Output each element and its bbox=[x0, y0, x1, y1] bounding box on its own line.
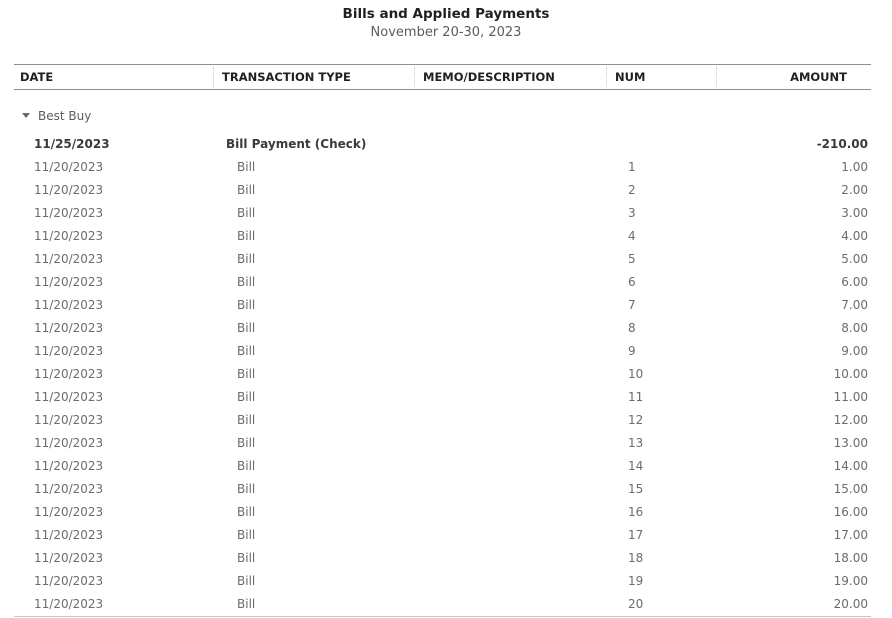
column-header-memo[interactable]: MEMO/DESCRIPTION bbox=[423, 70, 555, 84]
table-row[interactable] bbox=[14, 455, 871, 478]
cell-num: 3 bbox=[628, 206, 636, 220]
cell-transaction-type[interactable]: Bill bbox=[237, 413, 256, 427]
table-row[interactable] bbox=[14, 248, 871, 271]
report-title: Bills and Applied Payments bbox=[342, 6, 550, 22]
column-header-num[interactable]: NUM bbox=[615, 70, 646, 84]
cell-transaction-type[interactable]: Bill bbox=[237, 160, 256, 174]
cell-date: 11/20/2023 bbox=[34, 183, 104, 197]
cell-date: 11/20/2023 bbox=[34, 206, 104, 220]
cell-date: 11/20/2023 bbox=[34, 528, 104, 542]
cell-transaction-type[interactable]: Bill bbox=[237, 298, 256, 312]
group-row-vendor[interactable] bbox=[14, 105, 871, 127]
cell-transaction-type[interactable]: Bill bbox=[237, 597, 256, 611]
cell-transaction-type[interactable]: Bill bbox=[237, 505, 256, 519]
cell-date: 11/20/2023 bbox=[34, 413, 104, 427]
cell-date: 11/20/2023 bbox=[34, 551, 104, 565]
cell-num: 1 bbox=[628, 160, 636, 174]
cell-date: 11/20/2023 bbox=[34, 597, 104, 611]
cell-num: 19 bbox=[628, 574, 644, 588]
cell-date: 11/20/2023 bbox=[34, 344, 104, 358]
cell-amount[interactable]: 18.00 bbox=[833, 551, 868, 565]
cell-num: 13 bbox=[628, 436, 644, 450]
cell-date: 11/20/2023 bbox=[34, 505, 104, 519]
cell-transaction-type[interactable]: Bill bbox=[237, 459, 256, 473]
cell-amount[interactable]: 2.00 bbox=[841, 183, 868, 197]
cell-amount[interactable]: 10.00 bbox=[833, 367, 868, 381]
cell-transaction-type[interactable]: Bill bbox=[237, 206, 256, 220]
cell-num: 2 bbox=[628, 183, 636, 197]
cell-amount[interactable]: 15.00 bbox=[833, 482, 868, 496]
cell-amount[interactable]: 16.00 bbox=[833, 505, 868, 519]
table-row[interactable] bbox=[14, 432, 871, 455]
cell-date: 11/20/2023 bbox=[34, 390, 104, 404]
cell-transaction-type[interactable]: Bill Payment (Check) bbox=[226, 137, 367, 151]
cell-num: 6 bbox=[628, 275, 636, 289]
cell-num: 9 bbox=[628, 344, 636, 358]
cell-amount[interactable]: 14.00 bbox=[833, 459, 868, 473]
table-row[interactable] bbox=[14, 478, 871, 501]
table-row[interactable] bbox=[14, 156, 871, 179]
column-header-amount[interactable]: AMOUNT bbox=[790, 70, 847, 84]
table-row[interactable] bbox=[14, 501, 871, 524]
cell-amount[interactable]: 1.00 bbox=[841, 160, 868, 174]
column-divider[interactable] bbox=[716, 67, 717, 87]
report-header bbox=[0, 5, 892, 42]
table-row[interactable] bbox=[14, 317, 871, 340]
report-table bbox=[14, 64, 871, 616]
cell-date: 11/20/2023 bbox=[34, 367, 104, 381]
column-header-transaction-type[interactable]: TRANSACTION TYPE bbox=[222, 70, 351, 84]
cell-num: 18 bbox=[628, 551, 644, 565]
cell-num: 7 bbox=[628, 298, 636, 312]
table-row[interactable] bbox=[14, 202, 871, 225]
cell-transaction-type[interactable]: Bill bbox=[237, 390, 256, 404]
cell-date: 11/20/2023 bbox=[34, 298, 104, 312]
vendor-name: Best Buy bbox=[38, 109, 92, 123]
cell-transaction-type[interactable]: Bill bbox=[237, 482, 256, 496]
cell-num: 11 bbox=[628, 390, 644, 404]
cell-date: 11/25/2023 bbox=[34, 137, 110, 151]
table-row[interactable] bbox=[14, 570, 871, 593]
cell-num: 16 bbox=[628, 505, 644, 519]
column-divider[interactable] bbox=[606, 67, 607, 87]
cell-date: 11/20/2023 bbox=[34, 459, 104, 473]
cell-date: 11/20/2023 bbox=[34, 229, 104, 243]
cell-amount[interactable]: 13.00 bbox=[833, 436, 868, 450]
table-row[interactable] bbox=[14, 179, 871, 202]
cell-transaction-type[interactable]: Bill bbox=[237, 275, 256, 289]
cell-amount[interactable]: 11.00 bbox=[833, 390, 868, 404]
table-row[interactable] bbox=[14, 225, 871, 248]
cell-num: 14 bbox=[628, 459, 644, 473]
cell-transaction-type[interactable]: Bill bbox=[237, 574, 256, 588]
cell-date: 11/20/2023 bbox=[34, 436, 104, 450]
cell-date: 11/20/2023 bbox=[34, 275, 104, 289]
cell-amount[interactable]: 8.00 bbox=[841, 321, 868, 335]
table-row[interactable] bbox=[14, 409, 871, 432]
table-row[interactable] bbox=[14, 363, 871, 386]
cell-transaction-type[interactable]: Bill bbox=[237, 551, 256, 565]
report-date-range: November 20-30, 2023 bbox=[370, 25, 522, 40]
cell-amount[interactable]: 3.00 bbox=[841, 206, 868, 220]
table-bottom-rule bbox=[14, 616, 871, 617]
table-row[interactable] bbox=[14, 547, 871, 570]
column-header-row bbox=[14, 64, 871, 90]
table-row[interactable] bbox=[14, 524, 871, 547]
cell-transaction-type[interactable]: Bill bbox=[237, 229, 256, 243]
cell-date: 11/20/2023 bbox=[34, 160, 104, 174]
cell-num: 20 bbox=[628, 597, 644, 611]
table-row-payment[interactable] bbox=[14, 133, 871, 156]
cell-transaction-type[interactable]: Bill bbox=[237, 252, 256, 266]
cell-amount[interactable]: 12.00 bbox=[833, 413, 868, 427]
cell-amount[interactable]: 6.00 bbox=[841, 275, 868, 289]
table-row[interactable] bbox=[14, 386, 871, 409]
cell-transaction-type[interactable]: Bill bbox=[237, 183, 256, 197]
cell-num: 17 bbox=[628, 528, 644, 542]
cell-amount[interactable]: 4.00 bbox=[841, 229, 868, 243]
cell-num: 15 bbox=[628, 482, 644, 496]
column-header-date[interactable]: DATE bbox=[20, 70, 54, 84]
caret-down-icon[interactable] bbox=[22, 113, 30, 118]
cell-num: 8 bbox=[628, 321, 636, 335]
cell-num: 12 bbox=[628, 413, 644, 427]
cell-amount[interactable]: 17.00 bbox=[833, 528, 868, 542]
cell-transaction-type[interactable]: Bill bbox=[237, 321, 256, 335]
cell-amount[interactable]: -210.00 bbox=[816, 137, 868, 151]
cell-amount[interactable]: 5.00 bbox=[841, 252, 868, 266]
cell-amount[interactable]: 7.00 bbox=[841, 298, 868, 312]
table-row[interactable] bbox=[14, 593, 871, 616]
column-divider[interactable] bbox=[414, 67, 415, 87]
table-row[interactable] bbox=[14, 294, 871, 317]
cell-transaction-type[interactable]: Bill bbox=[237, 528, 256, 542]
cell-date: 11/20/2023 bbox=[34, 482, 104, 496]
cell-num: 4 bbox=[628, 229, 636, 243]
transaction-rows bbox=[14, 133, 871, 616]
cell-amount[interactable]: 19.00 bbox=[833, 574, 868, 588]
cell-amount[interactable]: 9.00 bbox=[841, 344, 868, 358]
cell-transaction-type[interactable]: Bill bbox=[237, 367, 256, 381]
column-divider[interactable] bbox=[213, 67, 214, 87]
table-row[interactable] bbox=[14, 271, 871, 294]
cell-num: 5 bbox=[628, 252, 636, 266]
cell-amount[interactable]: 20.00 bbox=[833, 597, 868, 611]
cell-date: 11/20/2023 bbox=[34, 252, 104, 266]
cell-num: 10 bbox=[628, 367, 644, 381]
cell-date: 11/20/2023 bbox=[34, 321, 104, 335]
cell-transaction-type[interactable]: Bill bbox=[237, 344, 256, 358]
cell-transaction-type[interactable]: Bill bbox=[237, 436, 256, 450]
table-row[interactable] bbox=[14, 340, 871, 363]
cell-date: 11/20/2023 bbox=[34, 574, 104, 588]
